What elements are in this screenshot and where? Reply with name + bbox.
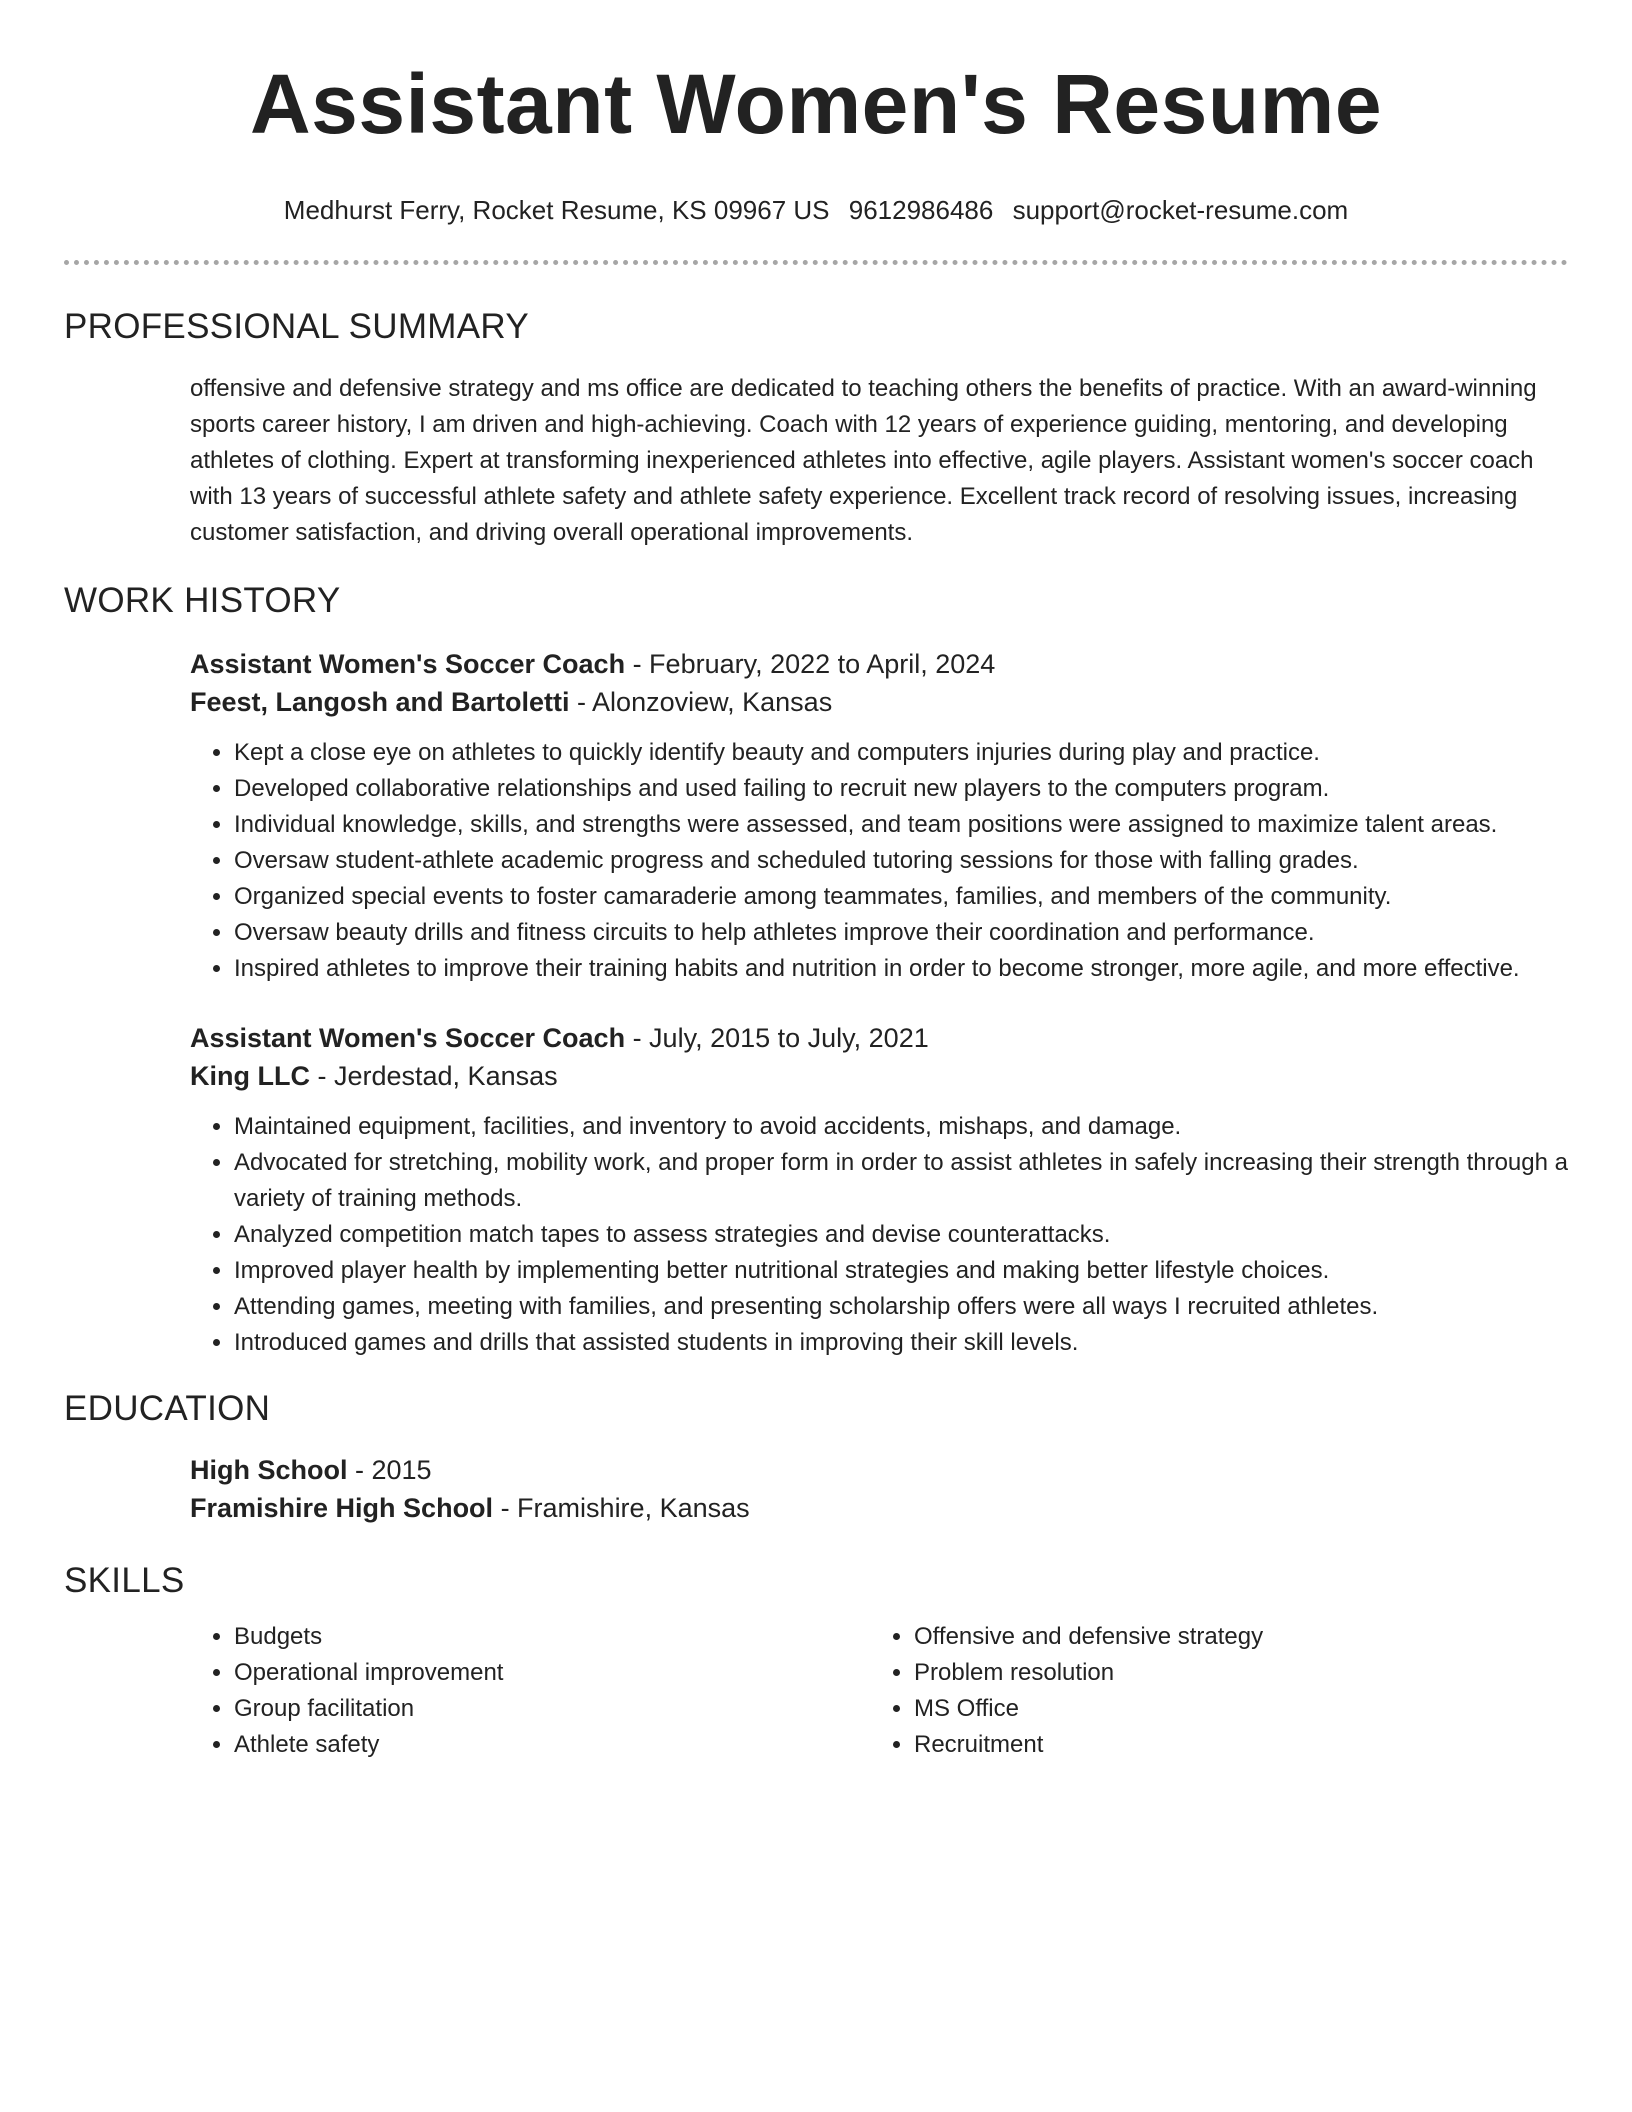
skill-item: • Group facilitation [234, 1691, 870, 1727]
skill-item: • Operational improvement [234, 1655, 870, 1691]
header-divider [64, 260, 1568, 265]
list-item: • Analyzed competition match tapes to assess strategies and devise counterattacks. [234, 1217, 1568, 1253]
list-item: • Attending games, meeting with families, and presenting scholarship offers were all ways I recruited athletes. [234, 1289, 1568, 1325]
job-dates: - July, 2015 to July, 2021 [625, 1023, 929, 1053]
skills-list-left [190, 1619, 870, 1763]
contact-address: Medhurst Ferry, Rocket Resume, KS 09967 US [283, 195, 830, 225]
resume-page [64, 0, 1568, 1763]
job-role: Assistant Women's Soccer Coach [190, 649, 626, 679]
job-location: - Alonzoview, Kansas [569, 687, 833, 717]
list-item: • Introduced games and drills that assisted students in improving their skill levels. [234, 1325, 1568, 1361]
education-degree-line [190, 1451, 1568, 1489]
skills-column-right [870, 1619, 1550, 1763]
list-item: • Individual knowledge, skills, and strengths were assessed, and team positions were assigned to maximize talent areas. [234, 807, 1568, 843]
job-entry-1 [190, 645, 1568, 987]
list-item: • Oversaw beauty drills and fitness circuits to help athletes improve their coordination and performance. [234, 915, 1568, 951]
contact-email: support@rocket-resume.com [1012, 195, 1349, 225]
job-title-line [190, 645, 1568, 683]
education-heading: EDUCATION [64, 1389, 271, 1428]
work-history-heading: WORK HISTORY [64, 581, 341, 620]
job-entry-2 [190, 1019, 1568, 1361]
list-item: • Oversaw student-athlete academic progress and scheduled tutoring sessions for those with falling grades. [234, 843, 1568, 879]
job-duties-list [190, 735, 1568, 987]
summary-block [190, 371, 1568, 551]
skills-list-right [870, 1619, 1550, 1763]
skill-item: • Problem resolution [914, 1655, 1550, 1691]
skill-item: • Offensive and defensive strategy [914, 1619, 1550, 1655]
job-location: - Jerdestad, Kansas [309, 1061, 558, 1091]
skills-column-left [190, 1619, 870, 1763]
education-degree: High School [190, 1455, 348, 1485]
list-item: • Developed collaborative relationships and used failing to recruit new players to the computers program. [234, 771, 1568, 807]
skills-grid [190, 1619, 1568, 1763]
education-school: Framishire High School [190, 1493, 494, 1523]
list-item: • Inspired athletes to improve their training habits and nutrition in order to become stronger, more agile, and more effective. [234, 951, 1568, 987]
education-school-line [190, 1489, 1568, 1527]
skill-item: • MS Office [914, 1691, 1550, 1727]
job-duties-list [190, 1109, 1568, 1361]
summary-heading: PROFESSIONAL SUMMARY [64, 307, 529, 346]
skill-item: • Recruitment [914, 1727, 1550, 1763]
list-item: • Organized special events to foster camaraderie among teammates, families, and members of the community. [234, 879, 1568, 915]
resume-title: Assistant Women's Resume [249, 57, 1383, 151]
education-location: - Framishire, Kansas [493, 1493, 750, 1523]
job-employer: Feest, Langosh and Bartoletti [190, 687, 570, 717]
education-year: - 2015 [347, 1455, 432, 1485]
job-employer-line [190, 683, 1568, 721]
job-title-line [190, 1019, 1568, 1057]
contact-line [64, 194, 1568, 226]
job-role: Assistant Women's Soccer Coach [190, 1023, 626, 1053]
contact-phone: 9612986486 [848, 195, 994, 225]
skill-item: • Budgets [234, 1619, 870, 1655]
list-item: • Maintained equipment, facilities, and inventory to avoid accidents, mishaps, and damage. [234, 1109, 1568, 1145]
summary-text: offensive and defensive strategy and ms office are dedicated to teaching others the benefits of practice. With an award-winning sports career history, I am driven and high-achieving. Coach with 12 years of experience guiding, mentoring, and developing athletes of clothing. Expert at transforming inexperienced athletes into effective, agile players. Assistant women's soccer coach with 13 years of successful athlete safety and athlete safety experience. Excellent track record of resolving issues, increasing customer satisfaction, and driving overall operational improvements. [190, 375, 1537, 546]
skills-heading: SKILLS [64, 1561, 185, 1600]
education-entry [190, 1451, 1568, 1527]
skill-item: • Athlete safety [234, 1727, 870, 1763]
job-employer-line [190, 1057, 1568, 1095]
job-employer: King LLC [190, 1061, 310, 1091]
job-dates: - February, 2022 to April, 2024 [625, 649, 996, 679]
list-item: • Kept a close eye on athletes to quickly identify beauty and computers injuries during play and practice. [234, 735, 1568, 771]
list-item: • Advocated for stretching, mobility work, and proper form in order to assist athletes in safely increasing their strength through a variety of training methods. [234, 1145, 1568, 1217]
list-item: • Improved player health by implementing better nutritional strategies and making better lifestyle choices. [234, 1253, 1568, 1289]
